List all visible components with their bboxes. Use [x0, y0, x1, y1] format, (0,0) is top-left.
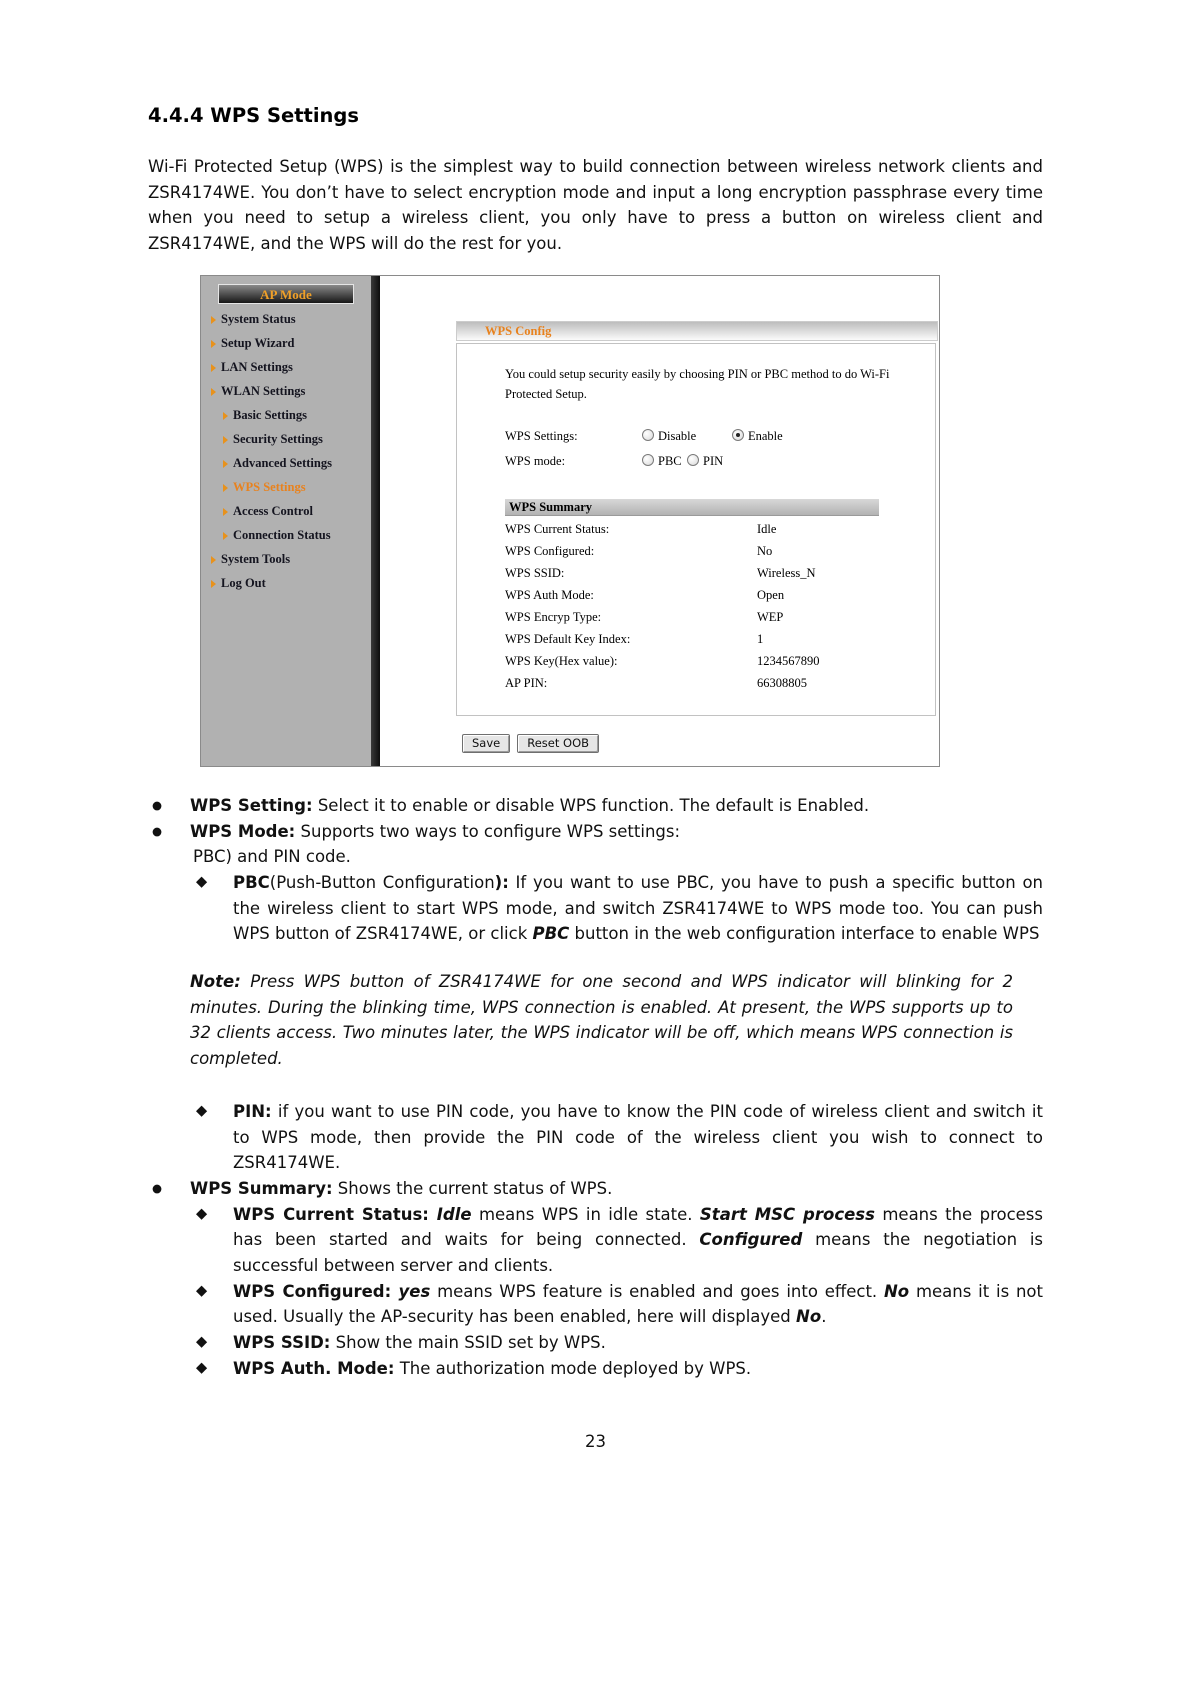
menu-bullet-icon [211, 556, 216, 564]
diamond-icon: ◆ [196, 1282, 208, 1299]
text-run: PBC [532, 924, 570, 944]
text-run: Configured [699, 1230, 803, 1250]
text-run: WPS Auth. Mode: [233, 1358, 395, 1378]
disable-label: Disable [658, 428, 697, 443]
bullet-icon: ● [152, 797, 163, 812]
text-run: means the process has been started and waits for being connected. [233, 1204, 1044, 1250]
sidebar [201, 276, 371, 766]
bullet-wps-mode [148, 819, 1043, 845]
text-run: button in the web configuration interface to enable WPS [569, 924, 1040, 944]
bullet-icon: ● [152, 1180, 163, 1195]
text-run: The authorization mode deployed by WPS. [394, 1358, 752, 1378]
menu-bullet-icon [211, 364, 216, 372]
text-run: yes [398, 1281, 431, 1301]
wps-summary-table [505, 522, 879, 698]
diamond-icon: ◆ [196, 1102, 208, 1119]
wps-settings-label: WPS Settings: [505, 428, 578, 443]
text-run: Select it to enable or disable WPS function. The default is Enabled. [312, 795, 870, 815]
wps-config-panel [456, 321, 938, 751]
text-run: Start MSC process [699, 1204, 875, 1224]
wps-mode-label: WPS mode: [505, 453, 566, 468]
summary-label: WPS Auth Mode: [505, 587, 594, 602]
panel-buttons [462, 734, 599, 753]
document-page [148, 0, 1043, 1451]
text-run: means the negotiation is successful between server and clients. [233, 1230, 1044, 1276]
summary-label: WPS Default Key Index: [505, 631, 631, 646]
wps-settings-row [505, 429, 925, 443]
wps-config-title: WPS Config [485, 323, 552, 338]
page-number: 23 [585, 1431, 606, 1451]
sidebar-item-wps-settings[interactable]: WPS Settings [201, 476, 371, 500]
explanation-list [148, 793, 1043, 1382]
summary-value: No [757, 543, 773, 558]
diamond-wps-configured [148, 1279, 1043, 1330]
menu-bullet-icon [211, 580, 216, 588]
ap-mode-header: AP Mode [218, 284, 354, 304]
list-item-text [233, 1356, 1043, 1382]
bullet-wps-setting [148, 793, 1043, 819]
diamond-icon: ◆ [196, 873, 208, 890]
text-run: WPS Mode: [190, 821, 296, 841]
menu-bullet-icon [223, 532, 228, 540]
sidebar-item-connection-status[interactable]: Connection Status [201, 524, 371, 548]
save-button[interactable]: Save [462, 734, 510, 753]
text-run: Note: [190, 972, 241, 992]
summary-row [505, 588, 879, 610]
text-run: Idle [436, 1204, 472, 1224]
diamond-wps-current-status [148, 1202, 1043, 1279]
bullet-icon: ● [152, 823, 163, 838]
summary-label: WPS SSID: [505, 565, 565, 580]
sidebar-item-lan-settings[interactable]: LAN Settings [201, 356, 371, 380]
pin-radio[interactable] [687, 454, 699, 466]
sidebar-item-system-tools[interactable]: System Tools [201, 548, 371, 572]
sidebar-divider [371, 276, 380, 766]
sidebar-item-wlan-settings[interactable]: WLAN Settings [201, 380, 371, 404]
summary-row [505, 676, 879, 698]
text-run: Press WPS button of ZSR4174WE for one second and WPS indicator will blinking for 2 minutes. During the blinking time, WPS connection is enabled. At present, the WPS supports up to 32 clients access. Two minutes later, the WPS indicator will be off, which means WPS connection is completed. [190, 972, 1013, 1069]
sidebar-item-security-settings[interactable]: Security Settings [201, 428, 371, 452]
pin-label: PIN [703, 453, 724, 468]
sidebar-item-basic-settings[interactable]: Basic Settings [201, 404, 371, 428]
summary-label: WPS Encryp Type: [505, 609, 602, 624]
summary-row [505, 522, 879, 544]
page-title: 4.4.4 WPS Settings [148, 104, 359, 127]
diamond-wps-auth-mode [148, 1356, 1043, 1382]
text-run: WPS SSID: [233, 1333, 331, 1353]
enable-radio[interactable] [732, 429, 744, 441]
disable-radio[interactable] [642, 429, 654, 441]
summary-label: WPS Key(Hex value): [505, 653, 618, 668]
diamond-wps-ssid [148, 1330, 1043, 1356]
text-run: No [883, 1281, 910, 1301]
pbc-radio[interactable] [642, 454, 654, 466]
text-run: WPS Configured: [233, 1281, 399, 1301]
menu-bullet-icon [223, 412, 228, 420]
summary-row [505, 566, 879, 588]
text-run: Show the main SSID set by WPS. [330, 1333, 606, 1353]
summary-row [505, 632, 879, 654]
summary-row [505, 544, 879, 566]
summary-label: WPS Current Status: [505, 521, 610, 536]
summary-label: WPS Configured: [505, 543, 595, 558]
list-item-text [233, 1099, 1043, 1176]
list-item-text [233, 870, 1043, 947]
list-item-text [190, 819, 1043, 845]
text-run: if you want to use PIN code, you have to know the PIN code of wireless client and switch it to WPS mode, then provide the PIN code of the wireless client you wish to connect to ZSR4174WE. [233, 1101, 1043, 1173]
diamond-icon: ◆ [196, 1359, 208, 1376]
text-run: Supports two ways to configure WPS settings: [295, 821, 681, 841]
text-run: means WPS in idle state. [471, 1204, 700, 1224]
text-run: means it is not used. Usually the AP-security has been enabled, here will displayed [233, 1281, 1043, 1327]
list-item-text [233, 1202, 1043, 1279]
text-run: PIN: [233, 1101, 272, 1121]
sidebar-item-access-control[interactable]: Access Control [201, 500, 371, 524]
menu-bullet-icon [211, 388, 216, 396]
sidebar-item-setup-wizard[interactable]: Setup Wizard [201, 332, 371, 356]
diamond-icon: ◆ [196, 1334, 208, 1351]
enable-label: Enable [748, 428, 783, 443]
summary-value: 1 [757, 631, 764, 646]
summary-label: AP PIN: [505, 675, 548, 690]
summary-value: 66308805 [757, 675, 807, 690]
text-run: Shows the current status of WPS. [332, 1178, 613, 1198]
text-run: PBC) and PIN code. [193, 847, 351, 867]
sidebar-menu [201, 308, 371, 596]
wps-mode-row [505, 454, 925, 468]
bullet-wps-summary [148, 1176, 1043, 1202]
reset-oob-button[interactable]: Reset OOB [517, 734, 599, 753]
text-run: If you want to use PBC, you have to push a specific button on the wireless client to start WPS mode, and switch ZSR4174WE to WPS mode too. You can push WPS button of ZSR4174WE, or click [233, 872, 1044, 944]
text-run: WPS Summary: [190, 1178, 333, 1198]
summary-row [505, 610, 879, 632]
list-item-text [233, 1279, 1043, 1330]
sidebar-item-log-out[interactable]: Log Out [201, 572, 371, 596]
text-run: . [821, 1307, 827, 1327]
panel-content-box [456, 343, 936, 716]
sidebar-item-system-status[interactable]: System Status [201, 308, 371, 332]
text-run: (Push-Button Configuration [269, 872, 495, 892]
pbc-label: PBC [658, 453, 682, 468]
menu-bullet-icon [223, 436, 228, 444]
menu-bullet-icon [211, 316, 216, 324]
summary-value: Wireless_N [757, 565, 816, 580]
panel-title-bar [456, 321, 938, 341]
text-run: No [796, 1307, 822, 1327]
sidebar-item-advanced-settings[interactable]: Advanced Settings [201, 452, 371, 476]
summary-value: WEP [757, 609, 784, 624]
diamond-icon: ◆ [196, 1205, 208, 1222]
diamond-pbc [148, 870, 1043, 947]
summary-value: Idle [757, 521, 777, 536]
diamond-pin [148, 1099, 1043, 1176]
list-item-text [190, 793, 1043, 819]
text-run: WPS Current Status: [233, 1204, 437, 1224]
menu-bullet-icon [211, 340, 216, 348]
wps-summary-header: WPS Summary [505, 499, 879, 516]
text-run: WPS Setting: [190, 795, 313, 815]
menu-bullet-icon [223, 508, 228, 516]
text-run: ): [494, 872, 509, 892]
summary-value: 1234567890 [757, 653, 820, 668]
panel-description: You could setup security easily by choosing PIN or PBC method to do Wi-Fi Protected Setup. [505, 366, 890, 401]
summary-row [505, 654, 879, 676]
menu-bullet-icon [223, 484, 228, 492]
note-paragraph [190, 969, 1013, 1072]
list-item-text [190, 1176, 1043, 1202]
pbc-pin-line [148, 844, 1043, 870]
summary-value: Open [757, 587, 785, 602]
menu-bullet-icon [223, 460, 228, 468]
intro-paragraph: Wi-Fi Protected Setup (WPS) is the simplest way to build connection between wireless network clients and ZSR4174WE. You don’t have to select encryption mode and input a long encryption passphrase every time when you need to setup a wireless client, you only have to press a button on wireless client and ZSR4174WE, and the WPS will do the rest for you. [148, 157, 1043, 254]
text-run: means WPS feature is enabled and goes into effect. [430, 1281, 884, 1301]
text-run: PBC [233, 872, 270, 892]
list-item-text [233, 1330, 1043, 1356]
router-ui-screenshot [200, 275, 940, 767]
